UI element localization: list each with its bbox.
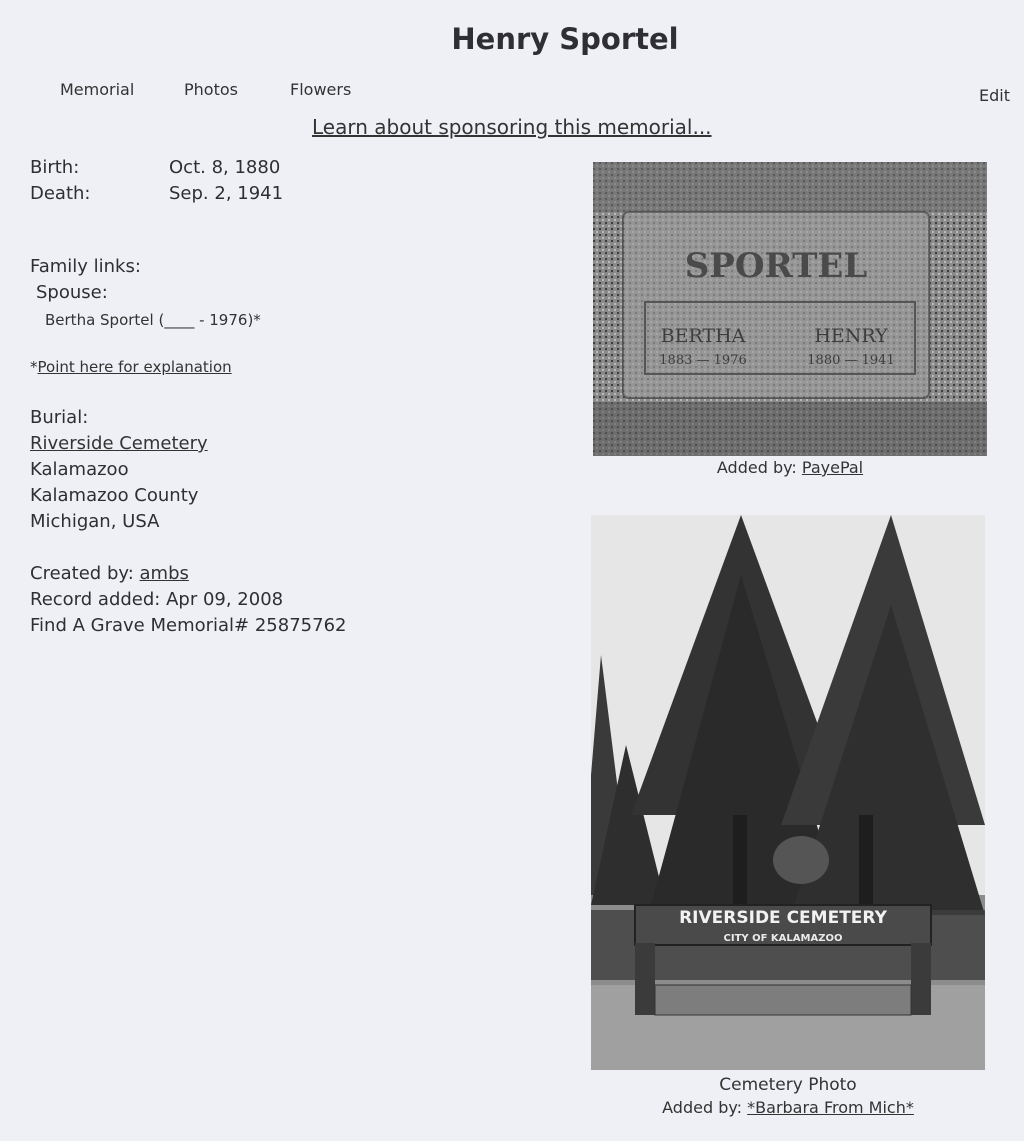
record-added: Record added: Apr 09, 2008 <box>30 589 284 610</box>
burial-county: Kalamazoo County <box>30 485 199 506</box>
burial-state: Michigan, USA <box>30 511 160 532</box>
family-links-heading: Family links: <box>30 256 141 277</box>
tab-flowers[interactable]: Flowers <box>290 80 352 99</box>
birth-label: Birth: <box>30 157 80 178</box>
footnote <box>30 358 232 376</box>
photo2-caption <box>591 1098 985 1117</box>
created-by-user-link[interactable]: ambs <box>139 563 189 584</box>
death-label: Death: <box>30 183 91 204</box>
edit-link[interactable]: Edit <box>979 86 1010 105</box>
photo1-added-by-user-link[interactable]: PayePal <box>801 458 864 477</box>
stone-name-right: HENRY <box>814 325 888 347</box>
burial-city: Kalamazoo <box>30 459 129 480</box>
stone-dates-right: 1880 — 1941 <box>807 353 895 368</box>
footnote-star: * <box>30 358 38 376</box>
stone-surname: SPORTEL <box>684 246 868 286</box>
created-by-label: Created by: <box>30 563 134 584</box>
birth-date: Oct. 8, 1880 <box>169 157 281 178</box>
photo2-title: Cemetery Photo <box>719 1075 857 1095</box>
cemetery-link[interactable]: Riverside Cemetery <box>30 433 208 454</box>
spouse-label: Spouse: <box>36 282 108 303</box>
explanation-link[interactable]: Point here for explanation <box>37 358 232 376</box>
tab-memorial[interactable]: Memorial <box>60 80 135 99</box>
sponsor-link[interactable]: Learn about sponsoring this memorial... <box>312 115 712 139</box>
memorial-number: Find A Grave Memorial# 25875762 <box>30 615 347 636</box>
created-by <box>30 563 189 584</box>
photo2-added-by-user-link[interactable]: *Barbara From Mich* <box>747 1098 914 1117</box>
stone-dates-left: 1883 — 1976 <box>659 353 747 368</box>
sign-line2: CITY OF KALAMAZOO <box>723 933 843 944</box>
photo2-added-by-label: Added by: <box>662 1098 743 1117</box>
sign-line1: RIVERSIDE CEMETERY <box>679 908 887 928</box>
photo1-added-by-label: Added by: <box>716 458 797 477</box>
cemetery-photo[interactable] <box>591 515 985 1070</box>
headstone-photo[interactable] <box>593 162 987 456</box>
spouse-entry[interactable]: Bertha Sportel (____ - 1976)* <box>45 311 261 329</box>
death-date: Sep. 2, 1941 <box>169 183 284 204</box>
tab-photos[interactable]: Photos <box>184 80 238 99</box>
photo1-caption <box>593 458 987 477</box>
stone-name-left: BERTHA <box>660 325 746 347</box>
burial-label: Burial: <box>30 407 89 428</box>
page-title: Henry Sportel <box>451 22 679 56</box>
